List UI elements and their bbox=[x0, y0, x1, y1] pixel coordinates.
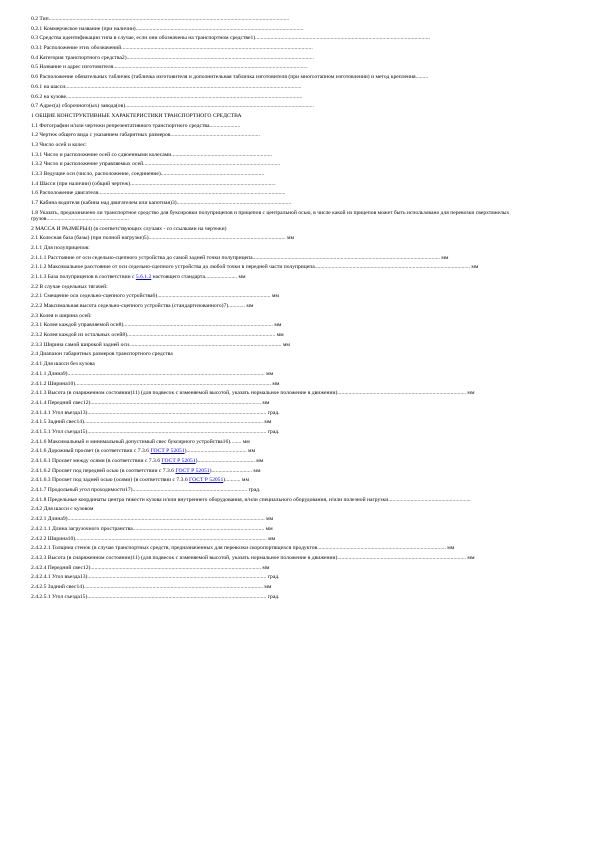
line-text: 2.4.2.4.1 Угол въезда13)................................................................................................................................ град. bbox=[31, 574, 280, 581]
line-text: 2.4.1 Для шасси без кузова bbox=[31, 361, 95, 368]
line-text: 2.4.1.2 Ширина10)............................................................................................................................................ мм bbox=[31, 380, 280, 387]
line-text-tail: )........... мм bbox=[223, 477, 250, 484]
line-text: 2.1.1.2 Максимальное расстояние от оси седельно-сцепного устройства до любой точки в передней части полуприцепа............................................................................................................... мм bbox=[31, 264, 479, 271]
line-text: 0.3.1 Расположение этих обозначений......................................................................................................................................... bbox=[31, 45, 313, 52]
line-text: 2.4.2.5.1 Угол съезда15)................................................................................................................................ град. bbox=[31, 593, 280, 600]
line-text: 0.6.2 на кузове......................................................................................................................................................................... bbox=[31, 93, 303, 100]
line-text: 2.2.2 Максимальная высота седельно-сцепного устройства (стандартизованного)7)............ мм bbox=[31, 303, 254, 310]
document-page bbox=[31, 16, 579, 603]
line-text-tail: настоящего стандарта....................... мм bbox=[151, 273, 246, 280]
line-text: 2.4.2.2 Ширина10)......................................................................................................................................... мм bbox=[31, 535, 276, 542]
line-text: 2.1.1 Для полуприцепов: bbox=[31, 244, 90, 251]
line-text: 1.3.1 Число и расположение осей со сдвоенными колесами........................................................................ bbox=[31, 151, 272, 158]
document-reference-link[interactable]: ГОСТ Р 52051 bbox=[189, 477, 224, 484]
line-text: 2.4.1.4.1 Угол въезда13)................................................................................................................................ град. bbox=[31, 409, 280, 416]
line-text: 2.4.1.5 Задний свес14)................................................................................................................................ мм bbox=[31, 419, 272, 426]
line-text: 2.4.2 Для шасси с кузовом bbox=[31, 506, 94, 513]
line-text: 1.3.2 Число и расположение управляемых осей.................................................................................................. bbox=[31, 161, 281, 168]
line-text: 2.4.1.6.2 Просвет под передней осью (в соответствии с 7.3.6 bbox=[31, 467, 176, 474]
line-text: 2.4.2.3 Высота (в снаряженном состоянии)11) (для подвесок с изменяемой высотой, указать нормальное положение в движении)............................................................................................ мм bbox=[31, 554, 475, 561]
line-text: 0.6.1 на шасси......................................................................................................................................................................... bbox=[31, 83, 302, 90]
line-text: 2.4.2.4 Передний свес12).......................................................................................................................... мм bbox=[31, 564, 270, 571]
line-text: 2.4 Диапазон габаритных размеров транспортного средства bbox=[31, 351, 173, 358]
line-text: 2.4.2.1 Длина9)............................................................................................................................................. мм bbox=[31, 516, 274, 523]
line-text: 2.4.1.8 Предельные координаты центра тяжести кузова и/или внутреннего оборудования, и/или специального оборудования, и/или полезной нагрузки........................................................... bbox=[31, 496, 471, 503]
line-text: 2.1.1.3 База полуприцепов в соответствии с bbox=[31, 273, 136, 280]
line-text-tail: )............................. мм bbox=[209, 467, 261, 474]
line-text: 2.4.1.5.1 Угол съезда15)................................................................................................................................ град. bbox=[31, 428, 280, 435]
line-text: 0.4 Категория транспортного средства2)...................................................................................................................................... bbox=[31, 54, 314, 61]
line-text: 2.1.1.1 Расстояние от оси седельно-сцепного устройства до самой задней точки полуприцепа...................................................................................................................................... мм bbox=[31, 254, 449, 261]
line-text: 2.3 Колея и ширина осей: bbox=[31, 312, 92, 319]
line-text: 2.3.3 Ширина самой широкой задней оси............................................................................................................. мм bbox=[31, 341, 290, 348]
line-text: 2.3.1 Колея каждой управляемой оси8)........................................................................................................... мм bbox=[31, 322, 282, 329]
line-text: 0.3 Средства идентификации типа в случае, если они обозначены на транспортном средстве1)............................................................................................................................. bbox=[31, 35, 430, 42]
line-text: 2.4.1.6.1 Просвет между осями (в соответствии с 7.3.6 bbox=[31, 458, 162, 465]
line-text: 2.4.1.1 Длина9)............................................................................................................................................. мм bbox=[31, 370, 274, 377]
line-text: 1.4 Шасси (при наличии) (общий чертеж)........................................................................................................ bbox=[31, 180, 276, 187]
line-text: 1.2 Чертеж общего вида с указанием габаритных размеров................................................................ bbox=[31, 132, 260, 139]
line-text: 0.5 Название и адрес изготовителя........................................................................................................................................... bbox=[31, 64, 308, 71]
line-text: 1.6 Расположение двигателя...................................................................................................................................... bbox=[31, 190, 286, 197]
line-text: 0.2 Тип............................................................................................................................................................................ bbox=[31, 16, 290, 22]
line-text-tail: )........................................... мм bbox=[184, 448, 256, 455]
line-text: 2.2 В случае седельных тягачей: bbox=[31, 283, 108, 290]
document-reference-link[interactable]: ГОСТ Р 52051 bbox=[161, 458, 196, 465]
line-text: 1.1 Фотографии и/или чертежи репрезентативного транспортного средства...................... bbox=[31, 122, 241, 129]
line-text: 2.4.2.1.1 Длина загрузочного пространства.............................................................................................. мм bbox=[31, 525, 273, 532]
line-text: 2.2.1 Смещение оси седельно-сцепного устройства6)................................................................................. мм bbox=[31, 293, 279, 300]
line-text: 2.3.2 Колея каждой из остальных осей8).......................................................................................................... мм bbox=[31, 332, 284, 339]
line-text: 2.4.1.7 Продольный угол проходимости17).................................................................................. град. bbox=[31, 487, 261, 494]
line-text: 2.1 Колесная база (базы) (при полной нагрузке)5).................................................................................................. мм bbox=[31, 235, 295, 242]
line-text: 2.4.1.6 Максимальный и минимальный допустимый свес буксирного устройства16)........ мм bbox=[31, 438, 250, 445]
line-text: 1.3.3 Ведущие оси (число, расположение, соединение).......................................................................... bbox=[31, 171, 265, 177]
line-text: 0.7 Адрес(а) сборочного(ых) завода(ов)....................................................................................................................................... bbox=[31, 103, 314, 110]
line-text: 0.2.1 Коммерческое название (при наличии)........................................................................................................................ bbox=[31, 25, 304, 32]
line-text: 2.4.1.4 Передний свес12).......................................................................................................................... мм bbox=[31, 399, 270, 406]
document-reference-link[interactable]: 5.6.1.2 bbox=[135, 273, 152, 280]
line-text: 1.7 Кабина водителя (кабина над двигателем или капотная)3).................................................................................. bbox=[31, 200, 292, 207]
document-reference-link[interactable]: ГОСТ Р 52051 bbox=[175, 467, 210, 474]
line-text: 1 ОБЩИЕ КОНСТРУКТИВНЫЕ ХАРАКТЕРИСТИКИ ТРАНСПОРТНОГО СРЕДСТВА bbox=[31, 112, 242, 119]
line-text: 2.4.1.3 Высота (в снаряженном состоянии)11) (для подвесок с изменяемой высотой, указать нормальное положение в движении)............................................................................................ мм bbox=[31, 390, 475, 397]
line-text: 0.6 Расположение обязательных табличек (табличка изготовителя и дополнительная табличка изготовителя (при многоэтапном изготовлении) и метод крепления......... bbox=[31, 74, 429, 81]
document-line bbox=[31, 210, 579, 222]
line-text: 1.3 Число осей и колес: bbox=[31, 141, 87, 148]
line-text: 1.8 Указать, предназначено ли транспортное средство для буксировки полуприцепов и прицепов с центральной осью, в числе какой из прицепов может быть использовано для перевозки сверхтяжелых грузов........................................................... bbox=[31, 209, 510, 222]
line-text: 2 МАССА И РАЗМЕРЫ4) (в соответствующих случаях - со ссылками на чертежи) bbox=[31, 225, 227, 232]
line-text: 2.4.2.2.1 Толщина стенок (в случае транспортных средств, предназначенных для перевозки скоропортящихся продуктов............................................................................................ мм bbox=[31, 545, 455, 552]
line-text: 2.4.1.6.3 Просвет под задней осью (осями) (в соответствии с 7.3.6 bbox=[31, 477, 190, 484]
line-text: 2.4.1.6 Дорожный просвет (в соответствии с 7.3.6 bbox=[31, 448, 151, 455]
line-text: 2.4.2.5 Задний свес14)................................................................................................................................ мм bbox=[31, 583, 272, 590]
line-text-tail: )......................................... мм bbox=[195, 458, 264, 465]
document-reference-link[interactable]: ГОСТ Р 52051 bbox=[150, 448, 185, 455]
